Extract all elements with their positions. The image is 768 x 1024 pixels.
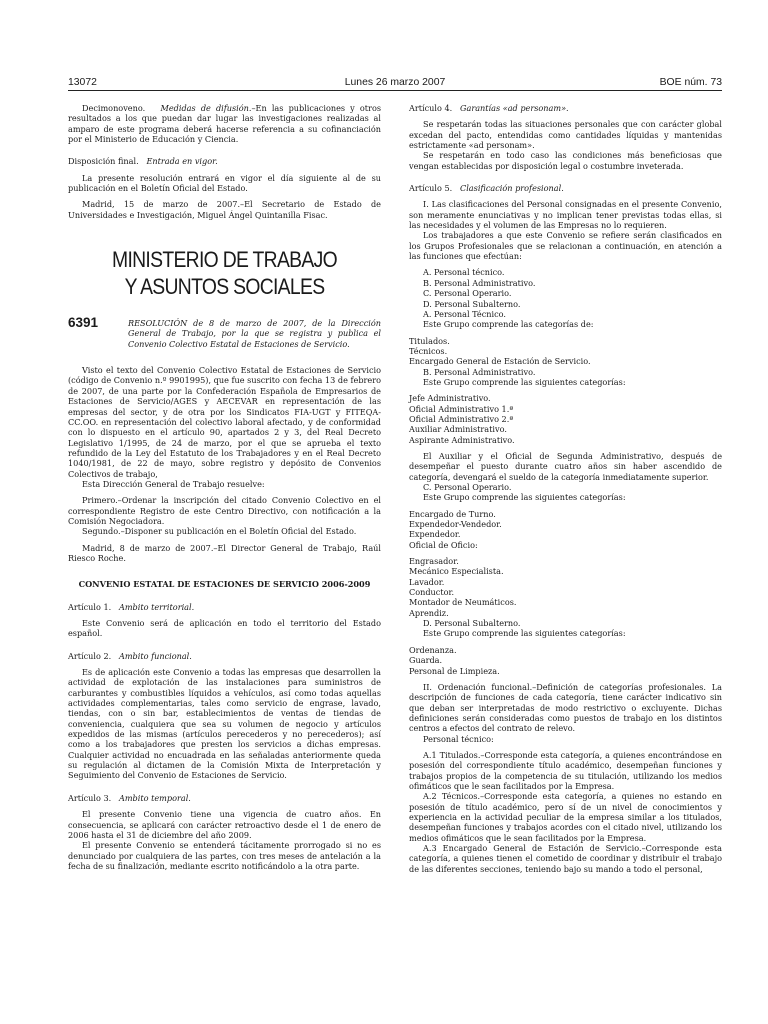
paragraph-segundo: Segundo.–Disponer su publicación en el Boletín Oficial del Estado. [82,526,357,537]
group-c-oficio-label: Oficial de Oficio: [409,539,478,550]
group-d-intro: Este Grupo comprende las siguientes categorías: [423,628,626,639]
group-b-intro: Este Grupo comprende las siguientes categorías: [423,376,626,387]
page-number: 13072 [68,77,97,88]
ministry-heading [90,246,359,300]
list-item: Expendedor-Vendedor. [409,519,502,530]
list-item: Aprendiz. [409,607,449,618]
list-item: Personal de Limpieza. [409,665,500,676]
list-item: Lavador. [409,576,445,587]
technical-staff-label: Personal técnico: [423,733,494,744]
paragraph-a2: A.2 Técnicos.–Corresponde esta categoría, a quienes no estando en posesión de título académico, pero sí de un nivel de conocimientos y experiencia en la actividad peculiar de la empresa similar a los titulados, desempeñan funciones y trabajos acordes con el citado nivel, utilizando los medios ofimáticos que le sean facilitados por la Empresa. [409,791,722,843]
group-a-list [409,336,722,367]
paragraph-resolve: Esta Dirección General de Trabajo resuelve: [82,478,265,489]
list-item: Engrasador. [409,556,459,567]
group-c-title: C. Personal Operario. [423,482,512,492]
group-b-title: B. Personal Administrativo. [423,366,536,377]
signature-madrid-15: Madrid, 15 de marzo de 2007.–El Secretario de Estado de Universidades e Investigación, Miguel Ángel Quintanilla Fisac. [68,199,381,220]
article-3-paragraph-1: El presente Convenio tiene una vigencia de cuatro años. En consecuencia, se aplicará con carácter retroactivo desde el 1 de enero de 2006 hasta el 31 de diciembre del año 2009. [68,809,381,840]
paragraph-a3: A.3 Encargado General de Estación de Servicio.–Corresponde esta categoría, a quienes tienen el cometido de coordinar y distribuir el trabajo de las diferentes secciones, teniendo bajo su mando a todo el personal, [409,843,722,874]
signature-madrid-8: Madrid, 8 de marzo de 2007.–El Director General de Trabajo, Raúl Riesco Roche. [68,542,381,563]
ministry-line-1: MINISTERIO DE TRABAJO [112,247,337,273]
group-c-intro: Este Grupo comprende las siguientes categorías: [423,492,626,503]
resolution-heading [68,315,381,349]
header-rule [68,90,722,91]
list-item: C. Personal Operario. [423,288,512,299]
article-4-paragraph-1: Se respetarán todas las situaciones personales que con carácter global excedan del pacto, entendidas como cantidades líquidas y mantenidas estrictamente «ad personam». [409,119,722,151]
list-item: Mecánico Especialista. [409,566,504,577]
paragraph-primero: Primero.–Ordenar la inscripción del citado Convenio Colectivo en el correspondiente Registro de este Centro Directivo, con notificación a la Comisión Negociadora. [68,495,381,526]
list-item: Encargado General de Estación de Servicio. [409,356,591,367]
group-a-intro: Este Grupo comprende las categorías de: [423,319,594,330]
group-c-oficio-list [409,556,722,618]
group-a-title: A. Personal Técnico. [423,308,507,319]
list-item: Encargado de Turno. [409,508,496,519]
article-5-heading: Artículo 5. Clasificación profesional. [409,183,564,194]
page-header [68,77,722,91]
resolution-title: RESOLUCIÓN de 8 de marzo de 2007, de la Dirección General de Trabajo, por la que se registra y publica el Convenio Colectivo Estatal de Estaciones de Servicio. [128,318,381,349]
article-4-paragraph-2: Se respetarán en todo caso las condiciones más beneficiosas que vengan establecidas por disposición legal o costumbre inveterada. [409,150,722,171]
article-2-heading: Artículo 2. Ambito funcional. [68,650,192,661]
group-d-title: D. Personal Subalterno. [423,618,521,629]
group-c-list [409,509,722,540]
list-item: Auxiliar Administrativo. [409,424,507,435]
group-b-list [409,393,722,445]
list-item: A. Personal técnico. [423,267,505,278]
left-column [68,103,381,871]
list-item: Titulados. [409,335,450,346]
article-4-heading: Artículo 4. Garantías «ad personam». [409,103,569,113]
article-3-heading: Artículo 3. Ambito temporal. [68,792,191,803]
list-item: Ordenanza. [409,644,457,655]
list-item: Oficial Administrativo 1.ª [409,403,514,414]
article-3-paragraph-2: El presente Convenio se entenderá tácitamente prorrogado si no es denunciado por cualquiera de las partes, con tres meses de antelación a la fecha de su finalización, mediante escrito notificándolo a la otra parte. [68,840,381,871]
right-column [409,103,722,874]
article-5-paragraph-1: I. Las clasificaciones del Personal consignadas en el presente Convenio, son meramente enunciativas y no implican tener previstas todas ellas, si las necesidades y el volumen de las Empresas no lo requieren. [409,199,722,231]
article-5-paragraph-2: Los trabajadores a que este Convenio se refiere serán clasificados en los Grupos Profesionales que se relacionan a continuación, en atención a las funciones que efectúan: [409,230,722,262]
page-date: Lunes 26 marzo 2007 [344,77,446,88]
journal-issue: BOE núm. 73 [659,77,722,88]
article-2-text: Es de aplicación este Convenio a todas las empresas que desarrollen la actividad de explotación de las instalaciones para suministros de carburantes y combustibles líquidos a vehículos, así como todas aquellas actividades complementarias, tales como servicio de engrase, lavado, tiendas, con o sin bar, establecimientos de ventas de tiendas de conveniencia, cualquiera que sea su volumen de negocio y artículos expedidos de las mismas (artículos perecederos y no perecederos); así como a los trabajadores que presten los servicios a dichas empresas. Cualquier actividad no encuadrada en las señaladas anteriormente queda su regulación al dictamen de la Comisión Mixta de Interpretación y Seguimiento del Convenio de Estaciones de Servicio. [68,667,381,781]
section-ii-text: II. Ordenación funcional.–Definición de categorías profesionales. La descripción de funciones de cada categoría, tiene carácter indicativo sin que deban ser interpretadas de modo restrictivo o excluyente. Dichas definiciones serán consideradas como puestos de trabajo en los distintos centros a efectos del contrato de relevo. [409,681,722,734]
list-item: D. Personal Subalterno. [423,298,521,309]
resolution-number: 6391 [68,315,99,331]
paragraph-decimonoveno: Decimonoveno. Medidas de difusión.–En las publicaciones y otros resultados a los que puedan dar lugar las investigaciones realizadas al amparo de este programa deberá hacerse referencia a su cofinanciación por el Ministerio de Educación y Ciencia. [68,103,382,145]
group-d-list [409,645,722,676]
list-item: Montador de Neumáticos. [409,597,517,608]
list-item: B. Personal Administrativo. [423,277,536,288]
list-item: Técnicos. [409,345,448,356]
article-1-text: Este Convenio será de aplicación en todo el territorio del Estado español. [68,618,381,639]
group-list [409,267,722,308]
list-item: Jefe Administrativo. [409,393,491,404]
list-item: Expendedor. [409,529,461,540]
article-1-heading: Artículo 1. Ambito territorial. [68,601,195,612]
list-item: Conductor. [409,587,455,598]
paragraph-a1: A.1 Titulados.–Corresponde esta categoría, a quienes encontrándose en posesión del correspondiente título académico, desempeñan funciones y trabajos propios de la competencia de su titulación, utilizando los medios ofimáticos que le sean facilitados por la Empresa. [409,749,722,791]
list-item: Oficial Administrativo 2.ª [409,413,514,424]
paragraph-visto: Visto el texto del Convenio Colectivo Estatal de Estaciones de Servicio (código de Convenio n.º 9901995), que fue suscrito con fecha 13 de febrero de 2007, de una parte por la Confederación Española de Empresarios de Estaciones de Servicio/AGES y AECEVAR en representación de las empresas del sector, y de otra por los Sindicatos FIA-UGT y FITEQA-CC.OO. en representación del colectivo laboral afectado, y de conformidad con lo dispuesto en el artículo 90, apartados 2 y 3, del Real Decreto Legislativo 1/1995, de 24 de marzo, por el que se aprueba el texto refundido de la Ley del Estatuto de los Trabajadores y en el Real Decreto 1040/1981, de 22 de mayo, sobre registro y depósito de Convenios Colectivos de trabajo, [68,365,381,479]
group-b-note: El Auxiliar y el Oficial de Segunda Administrativo, después de desempeñar el puesto durante cuatro años sin haber ascendido de categoría, devengará el sueldo de la categoría inmediatamente superior. [409,450,722,482]
final-provision-text: La presente resolución entrará en vigor el día siguiente al de su publicación en el Boletín Oficial del Estado. [68,172,381,194]
list-item: Aspirante Administrativo. [409,434,515,445]
list-item: Guarda. [409,655,443,666]
final-provision-heading: Disposición final. Entrada en vigor. [68,156,218,167]
convenio-title: CONVENIO ESTATAL DE ESTACIONES DE SERVICIO 2006-2009 [78,579,371,590]
ministry-line-2: Y ASUNTOS SOCIALES [124,274,325,300]
